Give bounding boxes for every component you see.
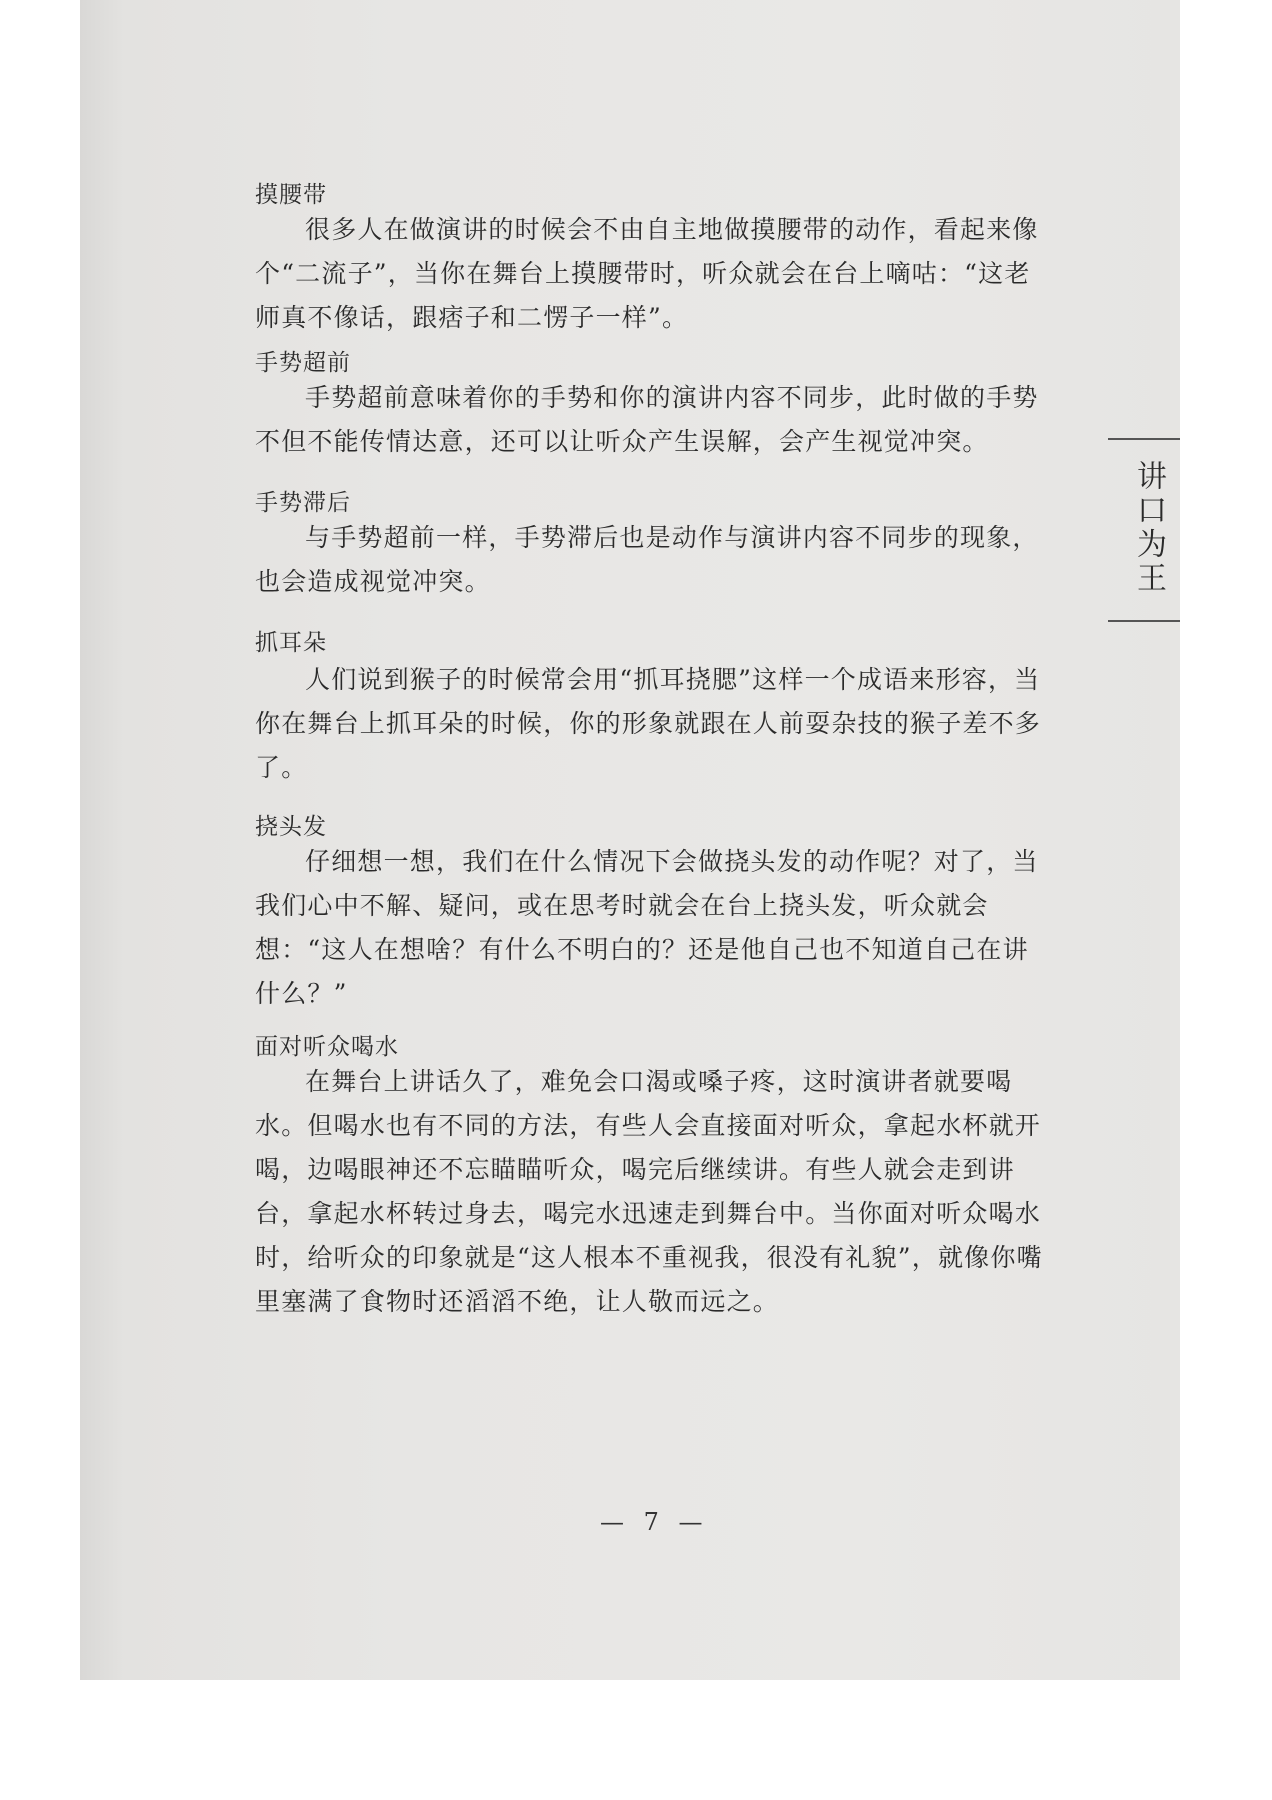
- section-body-gesture-lag: 与手势超前一样，手势滞后也是动作与演讲内容不同步的现象，也会造成视觉冲突。: [255, 523, 1039, 596]
- side-rule-top: [1108, 438, 1180, 440]
- section-title-drinking: 面对听众喝水: [255, 1034, 399, 1060]
- side-rule-bottom: [1108, 620, 1180, 622]
- section-title-ear: 抓耳朵: [255, 630, 327, 656]
- page-number: — 7 —: [600, 1508, 709, 1536]
- section-title-gesture-lag: 手势滞后: [255, 490, 351, 516]
- section-body-hair: 仔细想一想，我们在什么情况下会做挠头发的动作呢？对了，当我们心中不解、疑问，或在思考时就会在台上挠头发，听众就会想：“这人在想啥？有什么不明白的？还是他自己也不知道自己在讲什么？”: [255, 847, 1039, 1008]
- section-title-hair: 挠头发: [255, 814, 327, 840]
- section-body-drinking: 在舞台上讲话久了，难免会口渴或嗓子疼，这时演讲者就要喝水。但喝水也有不同的方法，有些人会直接面对听众，拿起水杯就开喝，边喝眼神还不忘瞄瞄听众，喝完后继续讲。有些人就会走到讲台，拿起水杯转过身去，喝完水迅速走到舞台中。当你面对听众喝水时，给听众的印象就是“这人根本不重视我，很没有礼貌”，就像你嘴里塞满了食物时还滔滔不绝，让人敬而远之。: [255, 1067, 1043, 1316]
- section-body-ear: 人们说到猴子的时候常会用“抓耳挠腮”这样一个成语来形容，当你在舞台上抓耳朵的时候，你的形象就跟在人前耍杂技的猴子差不多了。: [255, 665, 1042, 782]
- section-title-gesture-ahead: 手势超前: [255, 350, 351, 376]
- side-chapter-title: 讲口为王: [1131, 460, 1166, 596]
- scanned-page: [80, 0, 1180, 1680]
- section-body-gesture-ahead: 手势超前意味着你的手势和你的演讲内容不同步，此时做的手势不但不能传情达意，还可以让听众产生误解，会产生视觉冲突。: [255, 383, 1039, 456]
- section-title-belt: 摸腰带: [255, 182, 327, 208]
- section-body-belt: 很多人在做演讲的时候会不由自主地做摸腰带的动作，看起来像个“二流子”，当你在舞台上摸腰带时，听众就会在台上嘀咕：“这老师真不像话，跟痞子和二愣子一样”。: [255, 215, 1039, 332]
